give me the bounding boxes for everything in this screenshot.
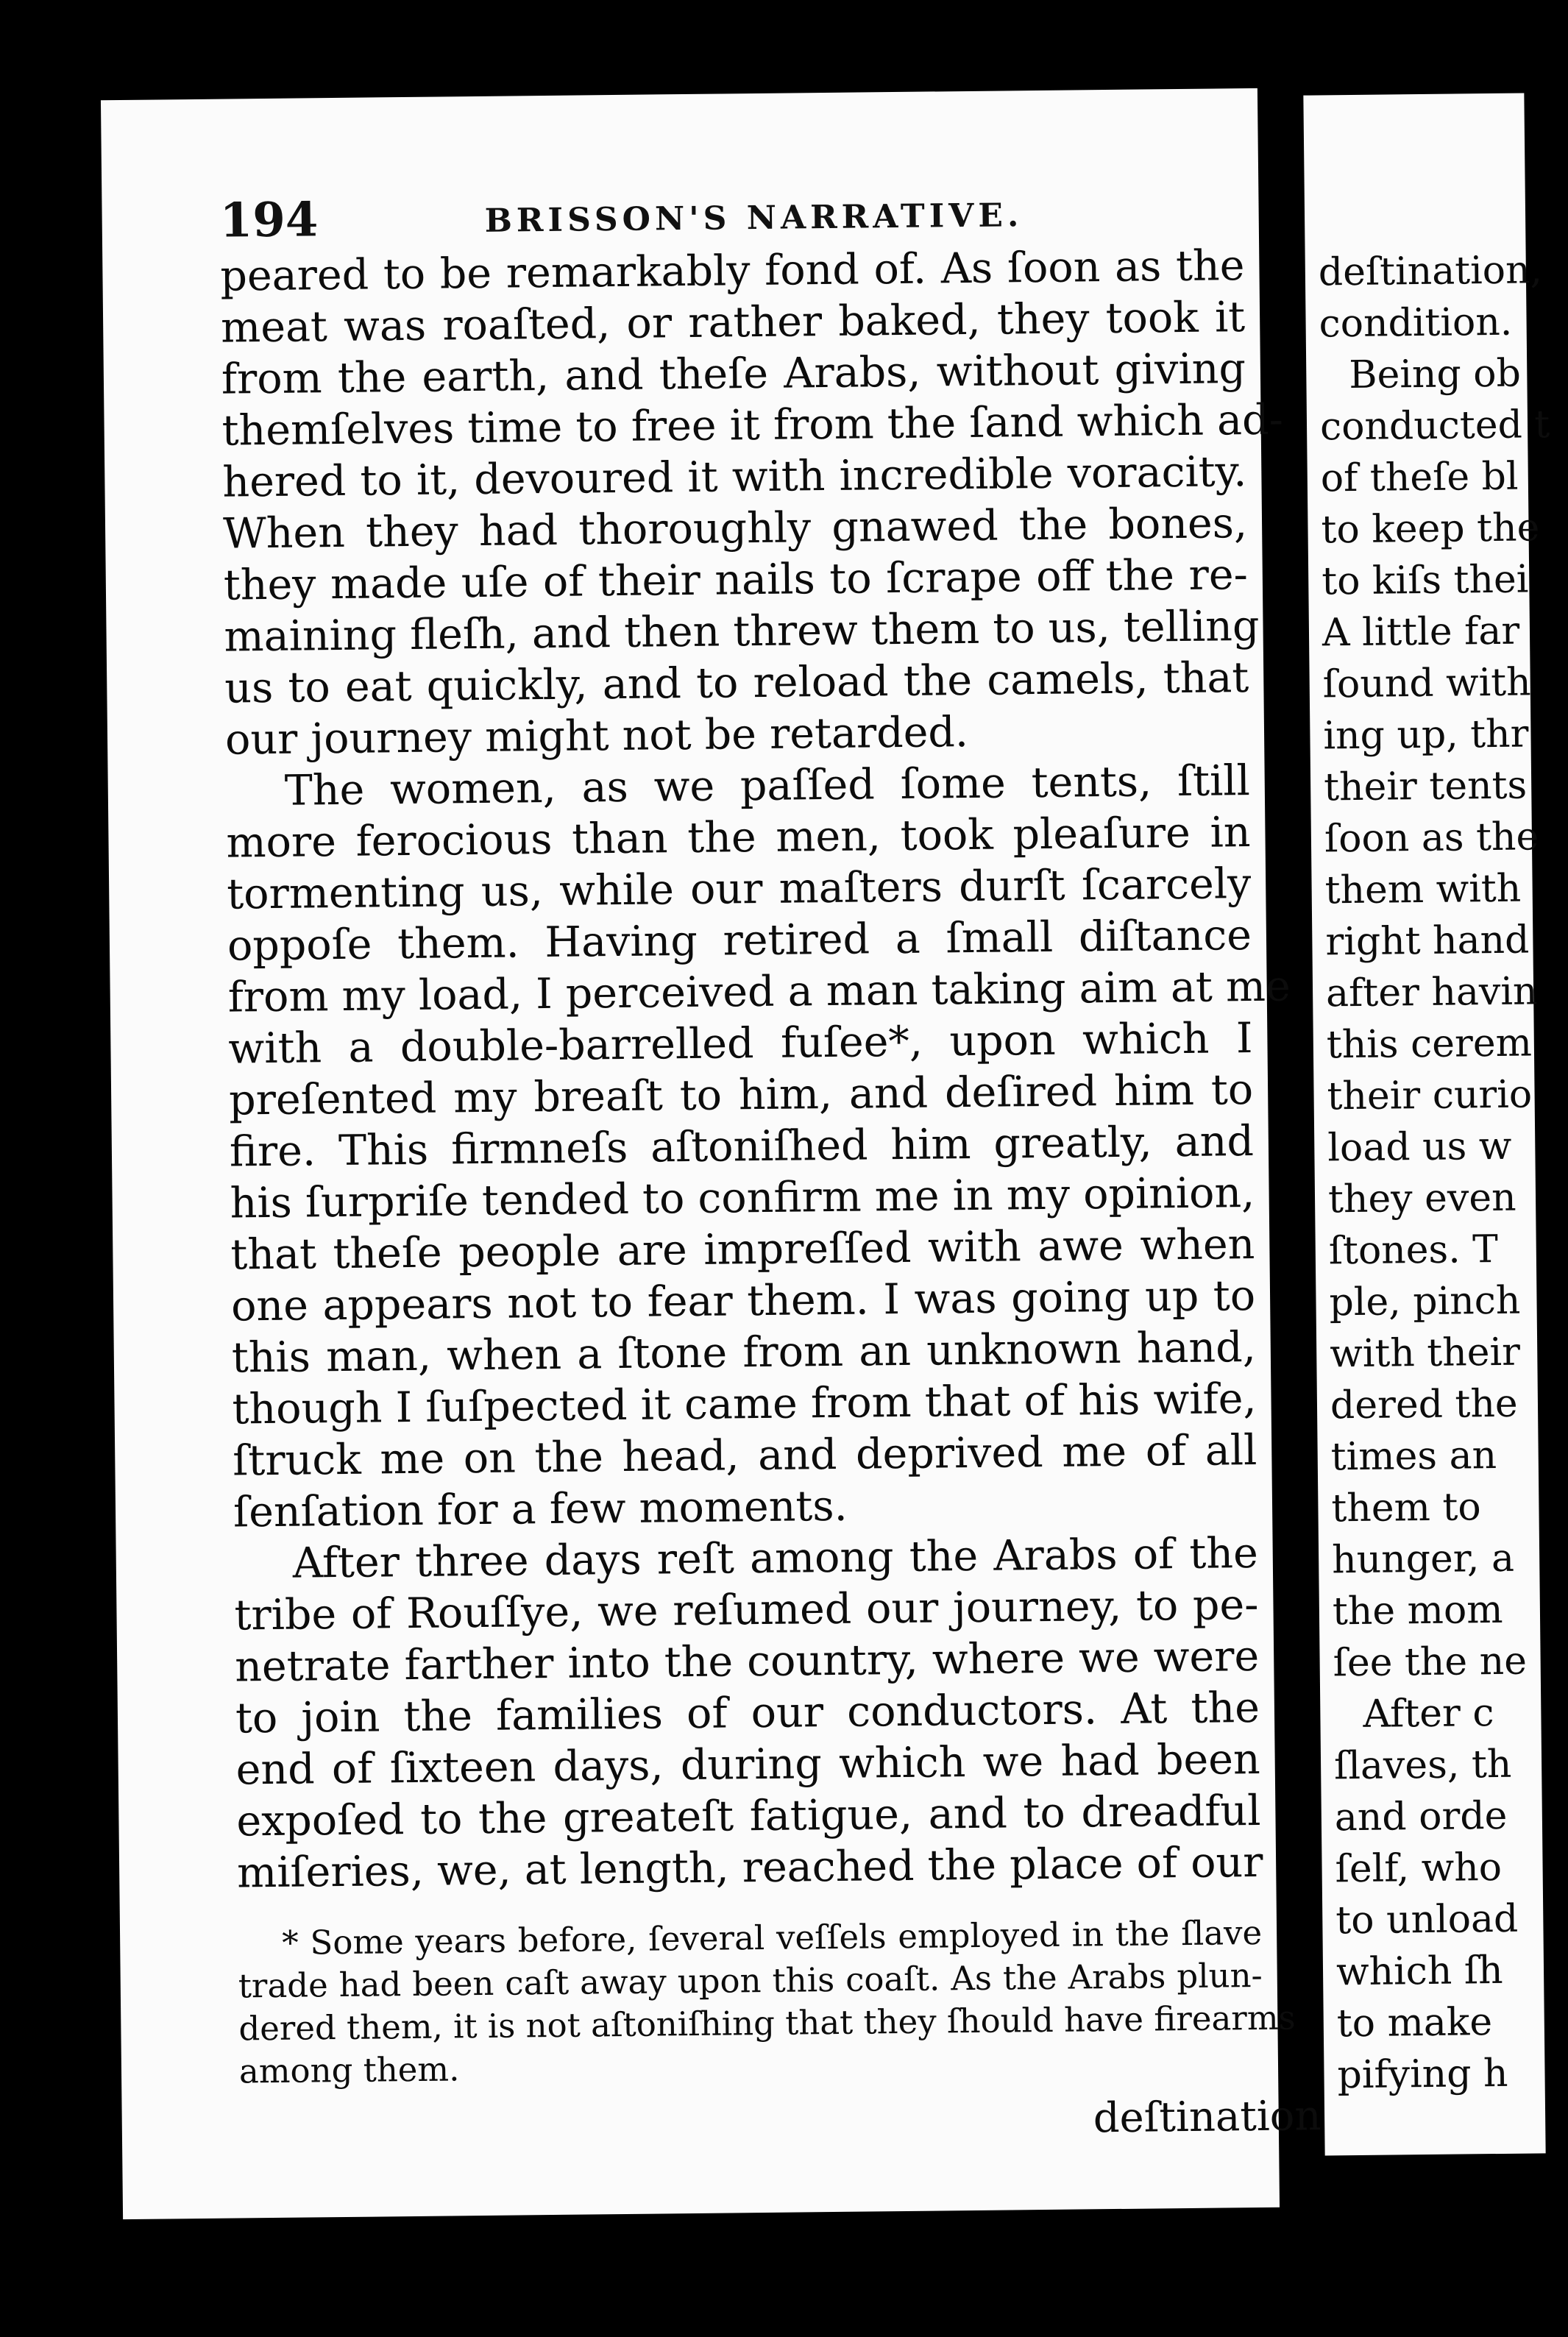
text-line: ſoon as the xyxy=(1324,815,1539,862)
text-line: us to eat quickly, and to reload the camels, that xyxy=(224,653,1249,713)
text-line: miſeries, we, at length, reached the place of our xyxy=(236,1837,1263,1898)
text-line: maining fleſh, and then threw them to us, telling xyxy=(224,601,1260,662)
right-page-fragment xyxy=(1303,93,1550,2156)
footnote-line: among them. xyxy=(238,2049,460,2091)
text-line: one appears not to fear them. I was going up to xyxy=(230,1271,1256,1331)
text-line: to kiſs thei xyxy=(1321,557,1529,604)
text-line: which ſh xyxy=(1335,1948,1503,1995)
text-line: dered the xyxy=(1330,1381,1518,1428)
text-line: to keep the xyxy=(1321,506,1540,553)
text-line: ſlaves, th xyxy=(1333,1742,1512,1789)
text-line: that theſe people are impreſſed with awe when xyxy=(230,1219,1255,1280)
text-line: the mom xyxy=(1332,1587,1503,1634)
text-line: themſelves time to free it from the ſand which ad- xyxy=(221,395,1284,455)
text-line: they even xyxy=(1327,1175,1516,1222)
text-line: ſtruck me on the head, and deprived me of all xyxy=(232,1425,1257,1486)
text-line: to join the families of our conductors. At the xyxy=(235,1683,1260,1743)
text-line: end of ſixteen days, during which we had been xyxy=(235,1734,1261,1795)
text-line: ſelf, who xyxy=(1335,1845,1503,1892)
text-line: with their xyxy=(1329,1330,1521,1377)
text-line: ſtones. T xyxy=(1328,1227,1499,1274)
text-line: peared to be remarkably fond of. As ſoon as the xyxy=(220,241,1245,301)
text-line: ſound with xyxy=(1322,660,1531,707)
text-line: expoſed to the greateſt fatigue, and to dreadful xyxy=(236,1786,1261,1846)
text-line: Being ob xyxy=(1349,351,1522,398)
text-line: load us w xyxy=(1327,1124,1512,1171)
text-line: hunger, a xyxy=(1331,1536,1515,1583)
text-line: his ſurpriſe tended to confirm me in my opinion, xyxy=(230,1168,1255,1228)
text-line: When they had thoroughly gnawed the bones, xyxy=(222,499,1248,558)
text-line: ſee the ne xyxy=(1333,1639,1528,1686)
text-line: this man, when a ſtone from an unknown hand, xyxy=(231,1322,1257,1383)
text-line: deſtination, xyxy=(1318,248,1543,295)
text-line: more ferocious than the men, took pleaſure in xyxy=(226,808,1251,868)
text-line: pifying h xyxy=(1337,2051,1508,2098)
footnote-line: dered them, it is not aſtoniſhing that they ſhould have firearms xyxy=(238,1998,1296,2049)
text-line: times an xyxy=(1330,1433,1497,1480)
text-line: from the earth, and theſe Arabs, without giving xyxy=(221,344,1246,404)
text-line: ſenſation for a few moments. xyxy=(233,1481,848,1537)
footnote-line: * Some years before, ſeveral veſſels employed in the ſlave xyxy=(281,1912,1263,1962)
text-line: with a double-barrelled fuſee*, upon which I xyxy=(228,1013,1253,1074)
text-line: ing up, thr xyxy=(1323,712,1529,759)
text-line: The women, as we paſſed ſome tents, ſtill xyxy=(284,756,1251,815)
catchword: deſtination xyxy=(1093,2092,1322,2143)
text-line: ple, pinch xyxy=(1329,1278,1521,1325)
text-line: condition. xyxy=(1319,299,1513,347)
text-line: them to xyxy=(1331,1485,1481,1531)
text-line: A little far xyxy=(1322,609,1520,656)
text-line: tribe of Rouſſye, we reſumed our journey, to pe- xyxy=(234,1580,1259,1640)
text-line: netrate farther into the country, where we were xyxy=(234,1631,1260,1692)
text-line: after havin xyxy=(1325,969,1538,1016)
text-line: right hand xyxy=(1325,918,1530,965)
text-line: our journey might not be retarded. xyxy=(224,708,969,765)
text-line: to make xyxy=(1336,2000,1493,2046)
text-line: After c xyxy=(1363,1691,1494,1737)
text-line: conducted t xyxy=(1319,402,1550,450)
text-line: from my load, I perceived a man taking aim at me xyxy=(227,962,1291,1022)
text-line: their tents xyxy=(1323,763,1528,810)
text-line: to unload xyxy=(1335,1896,1519,1943)
footnote-line: trade had been caſt away upon this coaſt. As the Arabs plun- xyxy=(238,1955,1263,2006)
body-text xyxy=(220,240,1291,1898)
text-line: tormenting us, while our maſters durſt ſcarcely xyxy=(226,859,1252,919)
text-line: preſented my breaſt to him, and deſired him to xyxy=(228,1065,1254,1125)
text-line: After three days reſt among the Arabs of the xyxy=(292,1528,1259,1588)
left-page xyxy=(101,88,1322,2219)
page-number: 194 xyxy=(219,192,319,249)
text-line: though I ſuſpected it came from that of his wife, xyxy=(232,1374,1257,1434)
text-line: this cerem xyxy=(1326,1021,1533,1068)
text-line: their curio xyxy=(1327,1072,1533,1119)
text-line: of theſe bl xyxy=(1320,454,1519,501)
text-line: oppoſe them. Having retired a ſmall diſtance xyxy=(227,910,1252,971)
running-head: BRISSON'S NARRATIVE. xyxy=(484,196,1024,240)
text-line: meat was roaſted, or rather baked, they took it xyxy=(220,293,1246,352)
text-line: they made uſe of their nails to ſcrape off the re- xyxy=(223,550,1249,610)
text-line: hered to it, devoured it with incredible voracity. xyxy=(222,447,1247,507)
text-line: them with xyxy=(1324,866,1522,913)
right-page-text xyxy=(1319,244,1558,2101)
footnote xyxy=(238,1912,1296,2093)
text-line: fire. This firmneſs aſtoniſhed him greatly, and xyxy=(229,1116,1255,1177)
text-line: and orde xyxy=(1334,1793,1508,1840)
